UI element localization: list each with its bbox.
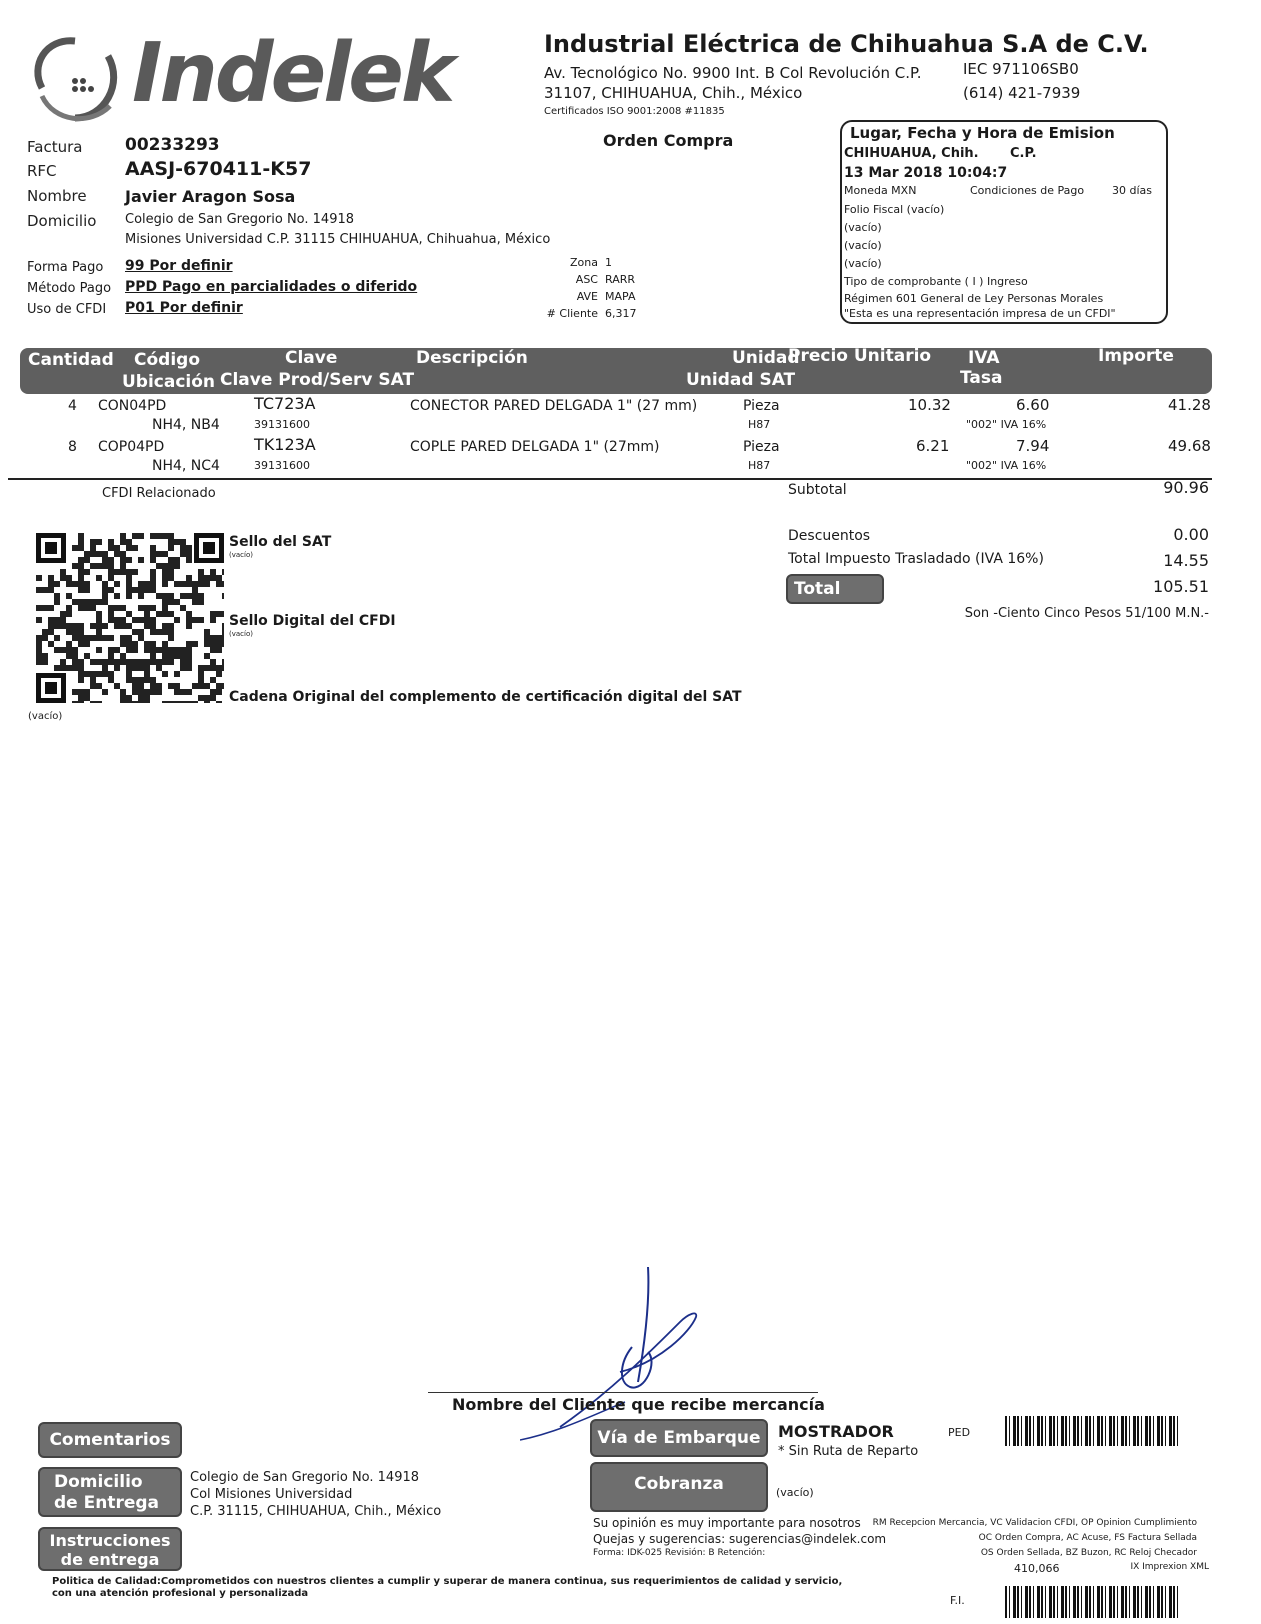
header-precio: Precio Unitario [788, 346, 932, 366]
signature-caption: Nombre del Cliente que recibe mercancía [452, 1395, 825, 1414]
row-iva: 7.94 [1016, 437, 1050, 455]
sello-cfdi-label: Sello Digital del CFDI [229, 613, 396, 629]
impuesto-label: Total Impuesto Trasladado (IVA 16%) [788, 551, 1044, 567]
row-precio: 6.21 [916, 437, 950, 455]
header-clave: Clave [285, 348, 338, 368]
total-label: Total [794, 579, 841, 599]
header-unidad-sat: Unidad SAT [686, 370, 796, 390]
sello-sat-value: (vacío) [229, 551, 253, 559]
emission-vacio-1: (vacío) [844, 221, 882, 234]
header-clave-sat: Clave Prod/Serv SAT [220, 370, 415, 390]
cliente-value: 6,317 [605, 307, 637, 320]
uso-cfdi-label: Uso de CFDI [27, 302, 107, 317]
total-value: 105.51 [1153, 577, 1209, 596]
legend-line-1: RM Recepcion Mercancia, VC Validacion CFDI, OP Opinion Cumplimiento [872, 1518, 1197, 1528]
cadena-original-value: (vacío) [28, 711, 63, 722]
domicilio-entrega-label-1: Domicilio [54, 1472, 143, 1492]
row-clave-sat: 39131600 [254, 418, 310, 431]
factura-value: 00233293 [125, 135, 220, 155]
company-address-2: 31107, CHIHUAHUA, Chih., México [544, 84, 803, 102]
nombre-label: Nombre [27, 187, 87, 205]
nombre-value: Javier Aragon Sosa [125, 187, 296, 206]
emission-regimen: Régimen 601 General de Ley Personas Morales [844, 292, 1104, 305]
items-table-header [20, 348, 1212, 394]
quejas-text: Quejas y sugerencias: sugerencias@indelek.com [593, 1532, 887, 1546]
total-in-words: Son -Ciento Cinco Pesos 51/100 M.N.- [964, 606, 1209, 621]
domicilio-line-1: Colegio de San Gregorio No. 14918 [125, 212, 355, 227]
header-iva: IVA [968, 348, 1000, 368]
politica-line-1: Politica de Calidad:Comprometidos con nuestros clientes a cumplir y superar de manera continua, sus requerimientos de calidad y servicio, [52, 1576, 843, 1587]
factura-label: Factura [27, 138, 83, 156]
sin-ruta: * Sin Ruta de Reparto [778, 1444, 919, 1459]
domicilio-label: Domicilio [27, 212, 97, 230]
company-cert: Certificados ISO 9001:2008 #11835 [544, 106, 725, 117]
row-unidad-sat: H87 [748, 418, 771, 431]
row-unidad-sat: H87 [748, 459, 771, 472]
forma-pago-label: Forma Pago [27, 260, 104, 275]
barcode-top-icon [1005, 1416, 1179, 1446]
forma-pago-value: 99 Por definir [125, 258, 233, 274]
emission-datetime: 13 Mar 2018 10:04:7 [844, 165, 1008, 181]
table-row [0, 394, 1261, 438]
barcode-bottom-icon [1005, 1586, 1179, 1618]
header-importe: Importe [1098, 346, 1174, 366]
emission-box [840, 120, 1168, 324]
legend-line-2: OC Orden Compra, AC Acuse, FS Factura Sellada [978, 1533, 1197, 1543]
row-tasa: "002" IVA 16% [966, 418, 1047, 431]
header-codigo: Código [134, 350, 200, 370]
opinion-text: Su opinión es muy importante para nosotros [593, 1516, 861, 1530]
table-bottom-divider [8, 478, 1212, 480]
row-importe: 41.28 [1168, 396, 1211, 414]
instrucciones-label-1: Instrucciones [49, 1531, 171, 1550]
company-name: Industrial Eléctrica de Chihuahua S.A de C.V. [544, 30, 1149, 58]
entrega-addr-3: C.P. 31115, CHIHUAHUA, Chih., México [190, 1504, 442, 1519]
row-tasa: "002" IVA 16% [966, 459, 1047, 472]
emission-vacio-2: (vacío) [844, 239, 882, 252]
instrucciones-entrega-button [38, 1527, 182, 1571]
row-descripcion: COPLE PARED DELGADA 1" (27mm) [410, 439, 660, 455]
via-embarque-label: Vía de Embarque [597, 1428, 761, 1448]
legend-line-3: OS Orden Sellada, BZ Buzon, RC Reloj Checador [980, 1548, 1197, 1558]
sello-cfdi-value: (vacío) [229, 630, 253, 638]
company-address-1: Av. Tecnológico No. 9900 Int. B Col Revolución C.P. [544, 64, 922, 82]
row-unidad: Pieza [743, 398, 780, 414]
emission-condiciones: Condiciones de Pago [970, 184, 1085, 197]
header-ubicacion: Ubicación [122, 372, 216, 392]
metodo-pago-value: PPD Pago en parcialidades o diferido [125, 279, 418, 295]
instrucciones-label-2: de entrega [60, 1550, 160, 1569]
zone-block [530, 254, 640, 322]
forma-text: Forma: IDK-025 Revisión: B Retención: [593, 1548, 766, 1558]
asc-value: RARR [605, 273, 636, 286]
qr-code-icon [36, 533, 224, 703]
row-codigo: CON04PD [98, 398, 167, 414]
fi-label: F.I. [950, 1594, 965, 1607]
cobranza-value: (vacío) [776, 1486, 814, 1499]
domicilio-entrega-button [38, 1467, 182, 1517]
cobranza-label: Cobranza [634, 1474, 724, 1494]
header-unidad: Unidad [732, 348, 800, 368]
domicilio-line-2: Misiones Universidad C.P. 31115 CHIHUAHUA, Chihuahua, México [125, 232, 551, 247]
uso-cfdi-value: P01 Por definir [125, 300, 243, 316]
zona-value: 1 [605, 256, 612, 269]
row-clave: TK123A [254, 435, 316, 454]
rfc-value: AASJ-670411-K57 [125, 158, 312, 180]
cliente-label: # Cliente [546, 307, 598, 320]
ave-value: MAPA [605, 290, 636, 303]
header-cantidad: Cantidad [28, 350, 114, 370]
asc-label: ASC [575, 273, 598, 286]
row-iva: 6.60 [1016, 396, 1050, 414]
row-descripcion: CONECTOR PARED DELGADA 1" (27 mm) [410, 398, 698, 414]
row-ubicacion: NH4, NB4 [152, 417, 220, 433]
impuesto-value: 14.55 [1163, 551, 1209, 570]
header-descripcion: Descripción [416, 348, 528, 368]
row-unidad: Pieza [743, 439, 780, 455]
descuentos-value: 0.00 [1173, 525, 1209, 544]
descuentos-label: Descuentos [788, 528, 871, 544]
logo-wordmark: Indelek [132, 26, 453, 121]
emission-cp: C.P. [1010, 146, 1037, 161]
folio-number: 410,066 [1014, 1562, 1060, 1575]
zona-label: Zona [570, 256, 598, 269]
row-importe: 49.68 [1168, 437, 1211, 455]
sello-sat-label: Sello del SAT [229, 534, 332, 550]
row-cantidad: 4 [68, 398, 77, 414]
entrega-addr-1: Colegio de San Gregorio No. 14918 [190, 1470, 420, 1485]
emission-place: CHIHUAHUA, Chih. [844, 146, 979, 161]
company-phone: (614) 421-7939 [963, 84, 1081, 102]
doc-type: Orden Compra [603, 131, 734, 150]
row-codigo: COP04PD [98, 439, 165, 455]
entrega-addr-2: Col Misiones Universidad [190, 1487, 353, 1502]
row-clave-sat: 39131600 [254, 459, 310, 472]
emission-note: "Esta es una representación impresa de un CFDI" [844, 307, 1116, 320]
comentarios-label: Comentarios [49, 1430, 171, 1450]
header-tasa: Tasa [960, 368, 1003, 388]
ped-label: PED [948, 1426, 971, 1439]
swirl-logo-icon [20, 26, 130, 136]
ix-imprexion: IX Imprexion XML [1130, 1562, 1209, 1572]
metodo-pago-label: Método Pago [27, 281, 112, 296]
row-cantidad: 8 [68, 439, 77, 455]
cobranza-button [590, 1462, 768, 1512]
emission-tipo: Tipo de comprobante ( I ) Ingreso [844, 275, 1028, 288]
emission-dias: 30 días [1112, 184, 1153, 197]
cadena-original-label: Cadena Original del complemento de certificación digital del SAT [229, 689, 742, 705]
emission-title: Lugar, Fecha y Hora de Emision [850, 124, 1115, 142]
emission-moneda: Moneda MXN [844, 184, 917, 197]
rfc-label: RFC [27, 162, 57, 180]
company-logo [20, 26, 470, 136]
comentarios-button [38, 1422, 182, 1458]
subtotal-value: 90.96 [1163, 478, 1209, 497]
ave-label: AVE [576, 290, 598, 303]
signature-line [428, 1392, 818, 1393]
emission-folio: Folio Fiscal (vacío) [844, 203, 945, 216]
cfdi-relacionado: CFDI Relacionado [102, 486, 216, 501]
total-badge [786, 574, 884, 604]
mostrador: MOSTRADOR [778, 1422, 894, 1441]
domicilio-entrega-label-2: de Entrega [54, 1493, 160, 1513]
row-ubicacion: NH4, NC4 [152, 458, 220, 474]
politica-line-2: con una atención profesional y personalizada [52, 1588, 309, 1599]
signature-icon [520, 1262, 720, 1442]
emission-vacio-3: (vacío) [844, 257, 882, 270]
company-rfc: IEC 971106SB0 [963, 60, 1079, 78]
row-clave: TC723A [254, 394, 316, 413]
table-row [0, 435, 1261, 479]
via-embarque-button [590, 1419, 768, 1457]
subtotal-label: Subtotal [788, 482, 847, 498]
row-precio: 10.32 [908, 396, 951, 414]
